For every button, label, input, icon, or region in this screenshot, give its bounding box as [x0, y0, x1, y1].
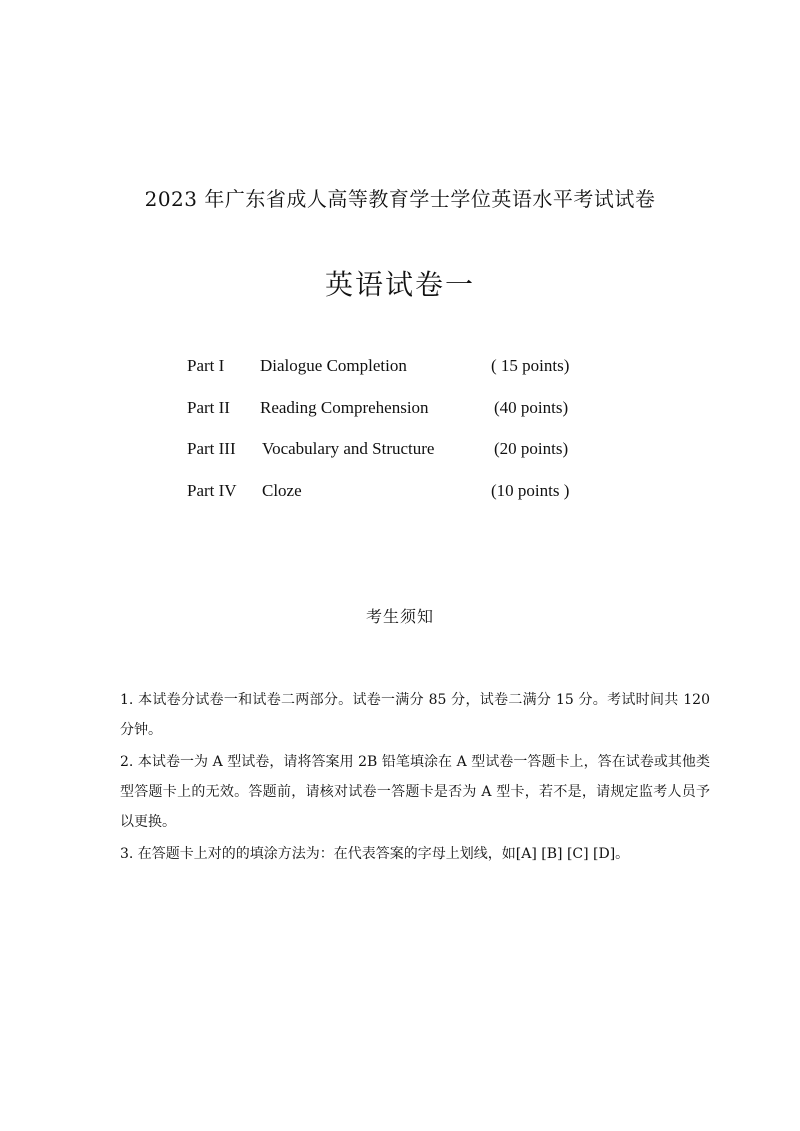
- notice-list: [120, 685, 710, 871]
- part-name: Reading Comprehension: [260, 397, 429, 417]
- part-number: Part IV: [187, 481, 237, 501]
- part-number: Part III: [187, 439, 236, 459]
- paper-title: 英语试卷一: [324, 268, 475, 301]
- part-points: (40 points): [494, 397, 569, 417]
- part-row: [187, 355, 607, 397]
- notice-item: 3. 在答题卡上对的的填涂方法为：在代表答案的字母上划线，如[A] [B] [C] [D]。: [120, 846, 630, 862]
- notice-item: 2. 本试卷一为 A 型试卷，请将答案用 2B 铅笔填涂在 A 型试卷一答题卡上，答在试卷或其他类型答题卡上的无效。答题前，请核对试卷一答题卡是否为 A 型卡，若不是，请规定监考人员予以更换。: [120, 754, 710, 830]
- part-number: Part I: [187, 356, 225, 375]
- part-number: Part II: [187, 397, 230, 417]
- part-row: [187, 397, 607, 439]
- notice-title: 考生须知: [365, 607, 434, 626]
- part-points: (20 points): [494, 439, 569, 459]
- document-title: 2023 年广东省成人高等教育学士学位英语水平考试试卷: [144, 187, 656, 211]
- part-row: [187, 438, 607, 480]
- part-points: ( 15 points): [491, 356, 570, 375]
- part-row: [187, 480, 607, 522]
- part-name: Cloze: [262, 481, 302, 501]
- part-name: Dialogue Completion: [260, 356, 407, 375]
- part-points: (10 points ): [491, 481, 570, 501]
- parts-list: [187, 355, 607, 522]
- notice-item: 1. 本试卷分试卷一和试卷二两部分。试卷一满分 85 分，试卷二满分 15 分。考试时间共 120 分钟。: [120, 692, 710, 738]
- part-name: Vocabulary and Structure: [262, 439, 435, 459]
